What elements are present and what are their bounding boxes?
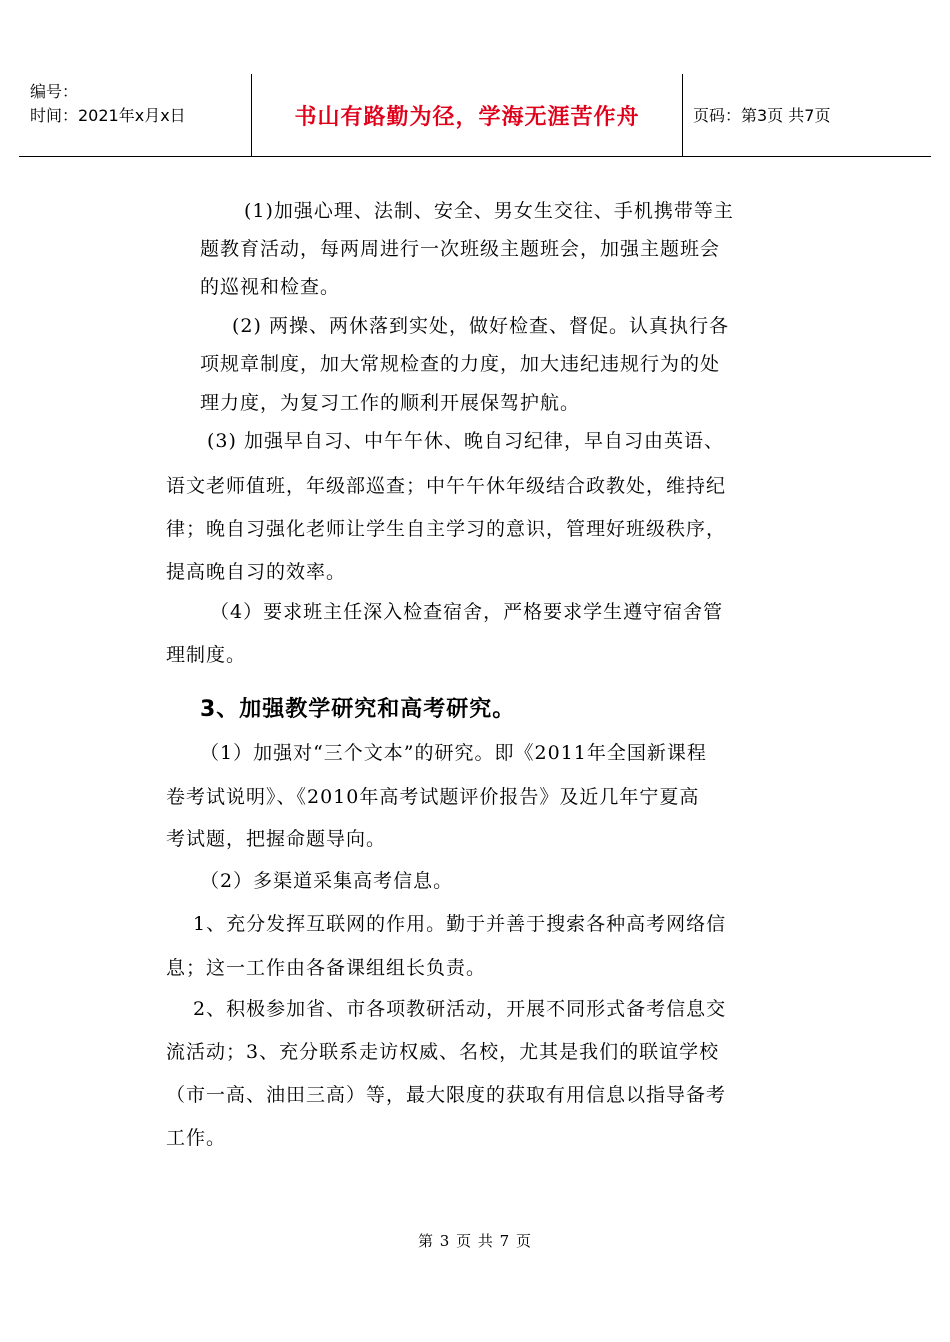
header-motto: 书山有路勤为径，学海无涯苦作舟	[294, 103, 640, 130]
body-line: 考试题，把握命题导向。	[166, 828, 387, 850]
body-line: 息；这一工作由各备课组组长负责。	[166, 957, 487, 979]
header-left-cell	[30, 80, 260, 128]
number-label: 编号：	[30, 82, 79, 101]
body-line: (3) 加强早自习、中午午休、晚自习纪律，早自习由英语、	[207, 430, 724, 452]
header-table	[19, 74, 931, 157]
body-line: 1、充分发挥互联网的作用。勤于并善于搜索各种高考网络信	[193, 913, 727, 935]
body-line: 提高晚自习的效率。	[166, 561, 347, 583]
header-divider-2	[682, 74, 683, 156]
body-line: 的巡视和检查。	[200, 276, 341, 298]
body-line: 卷考试说明》、《2010年高考试题评价报告》及近几年宁夏高	[166, 786, 700, 808]
body-line: （1）加强对“三个文本”的研究。即《2011年全国新课程	[200, 742, 707, 764]
body-line: （4）要求班主任深入检查宿舍，严格要求学生遵守宿舍管	[210, 601, 724, 623]
body-line: 律；晚自习强化老师让学生自主学习的意识，管理好班级秩序，	[166, 518, 727, 540]
body-line: （2）多渠道采集高考信息。	[200, 870, 454, 892]
body-line: 题教育活动，每两周进行一次班级主题班会，加强主题班会	[200, 238, 721, 260]
body-line: 项规章制度，加大常规检查的力度，加大违纪违规行为的处	[200, 353, 721, 375]
section-heading: 3、加强教学研究和高考研究。	[200, 697, 516, 722]
page-footer: 第 3 页 共 7 页	[418, 1232, 532, 1250]
body-line: 流活动；3、充分联系走访权威、名校，尤其是我们的联谊学校	[166, 1041, 720, 1063]
body-line: （市一高、油田三高）等，最大限度的获取有用信息以指导备考	[166, 1084, 727, 1106]
body-line: 语文老师值班，年级部巡查；中午午休年级结合政教处，维持纪	[166, 475, 727, 497]
body-line: 理力度，为复习工作的顺利开展保驾护航。	[200, 392, 581, 414]
header-page-label: 页码：第3页 共7页	[693, 106, 831, 125]
body-line: (1)加强心理、法制、安全、男女生交往、手机携带等主	[244, 200, 734, 222]
time-label: 时间：2021年x月x日	[30, 106, 186, 125]
body-line: 工作。	[166, 1127, 227, 1149]
body-line: 理制度。	[166, 644, 247, 666]
body-line: 2、积极参加省、市各项教研活动，开展不同形式备考信息交	[193, 998, 727, 1020]
body-line: (2) 两操、两休落到实处，做好检查、督促。认真执行各	[232, 315, 729, 337]
